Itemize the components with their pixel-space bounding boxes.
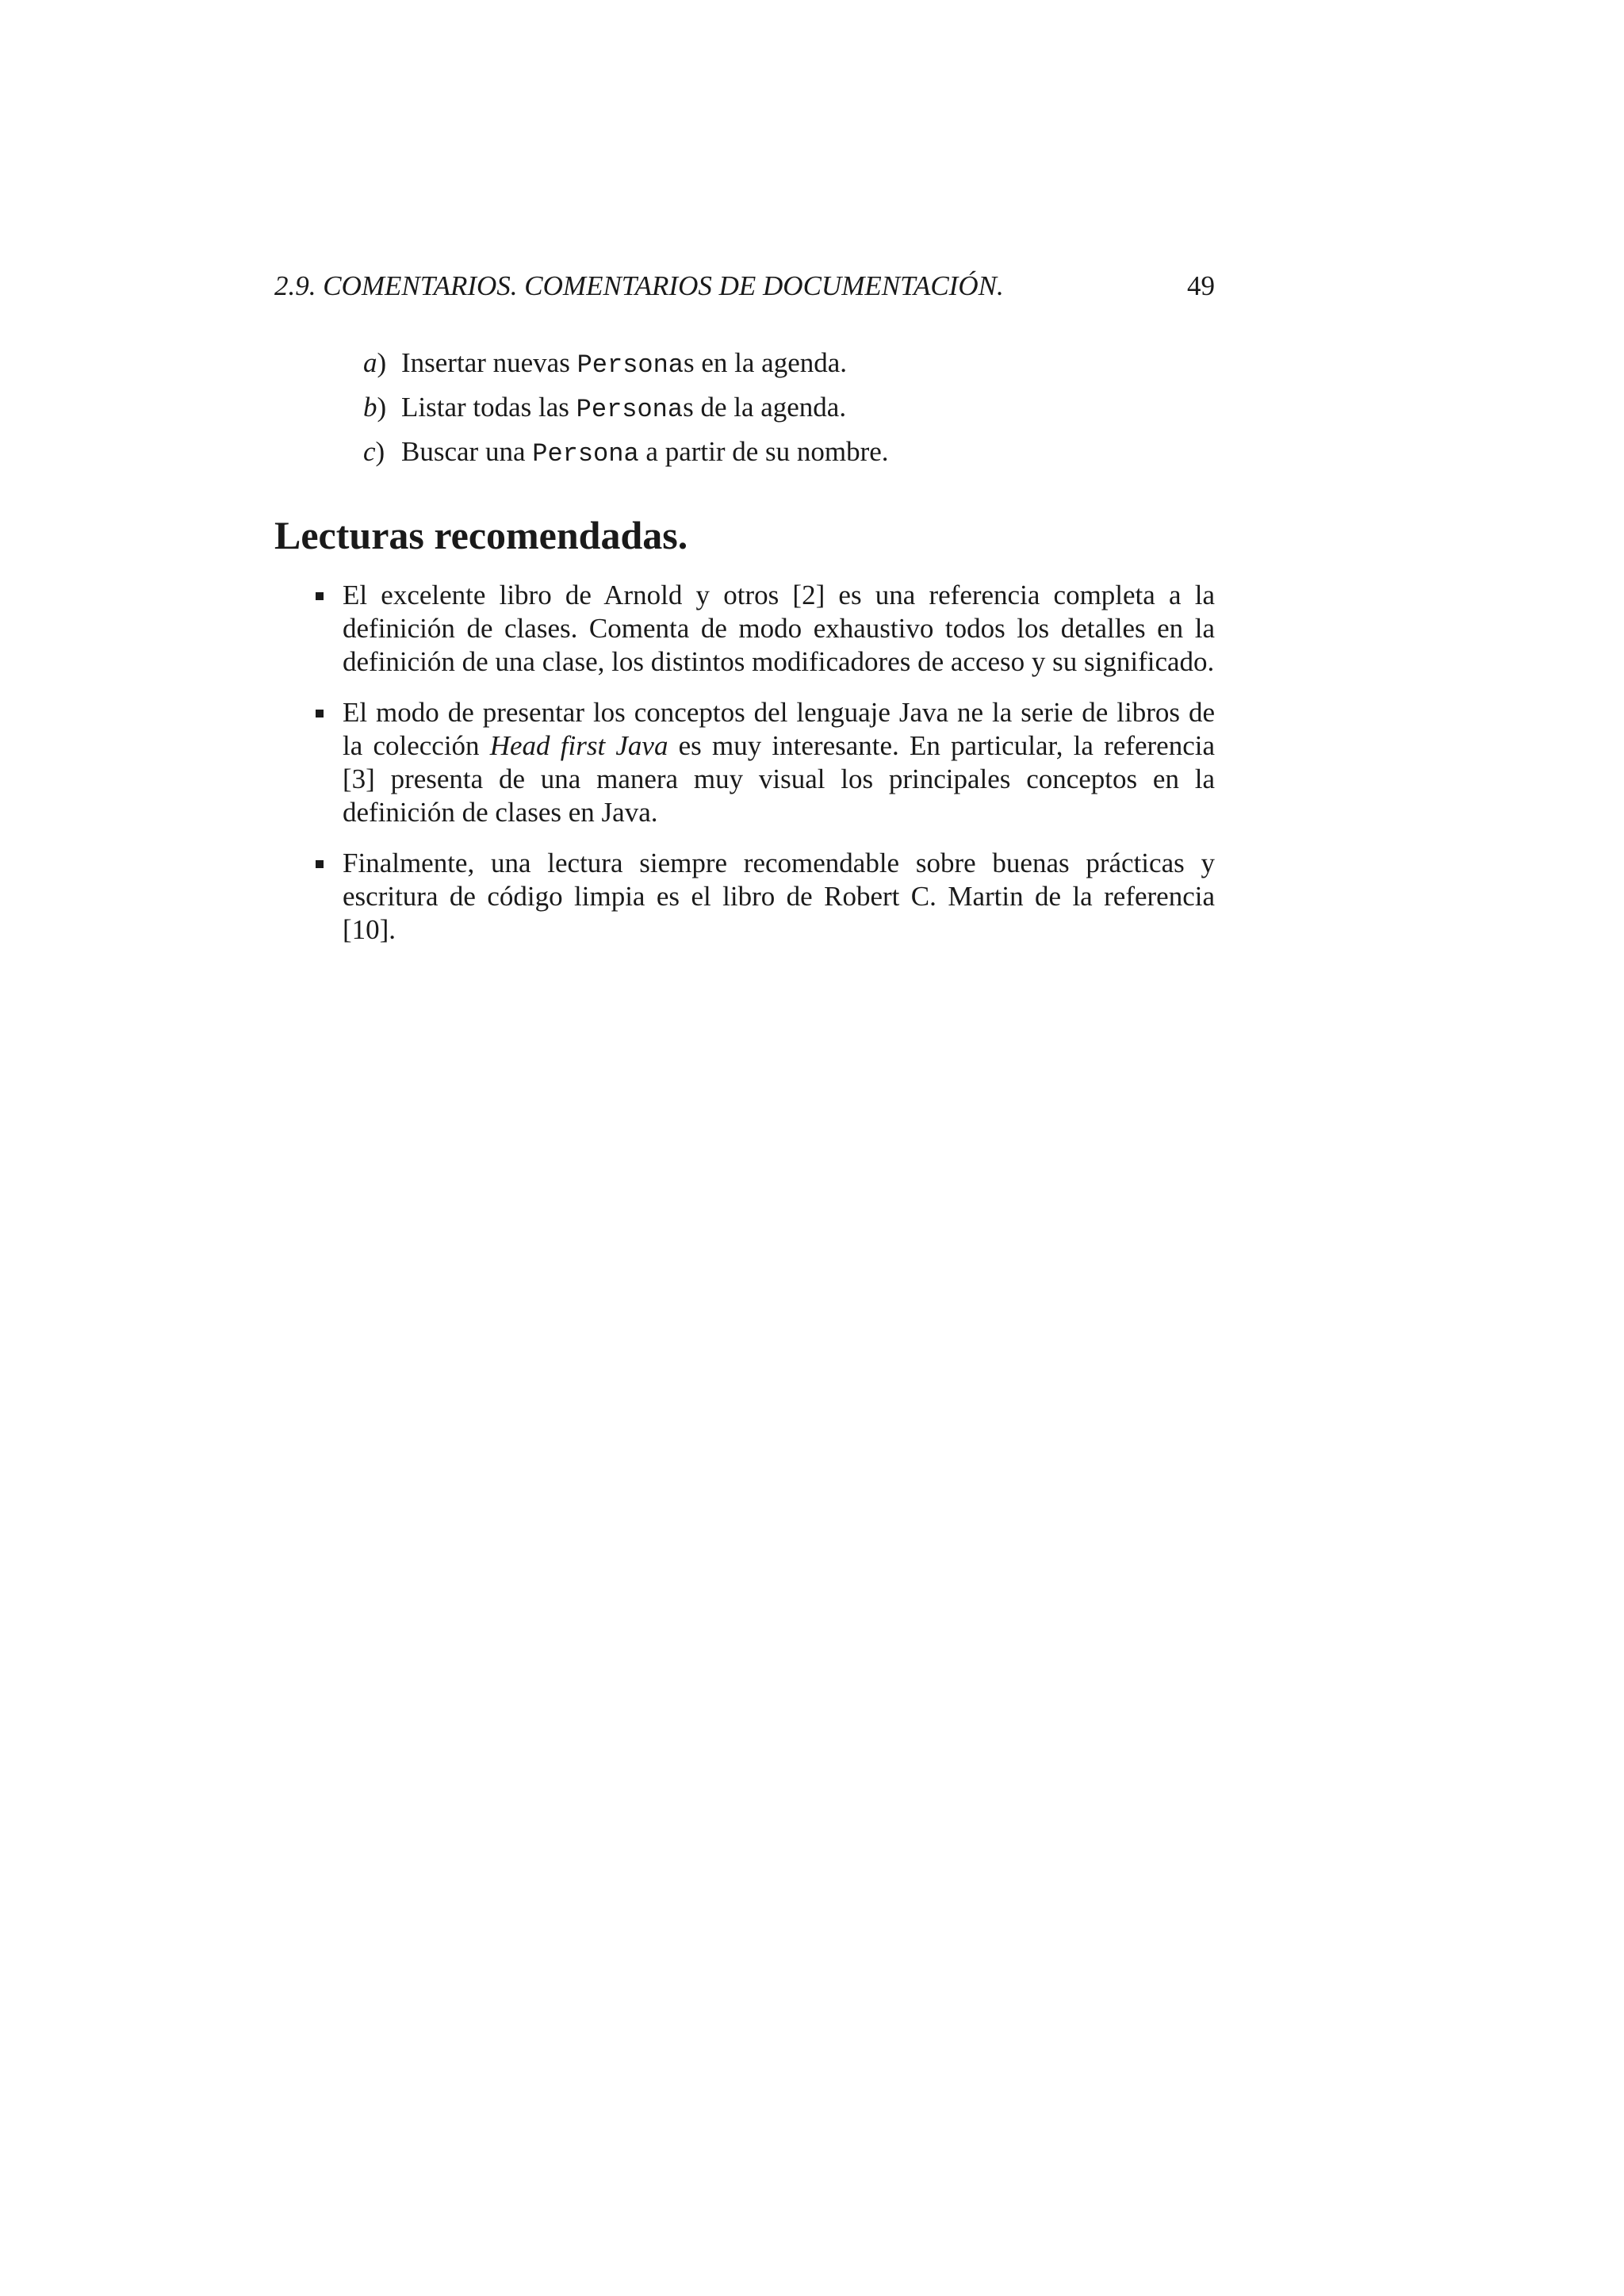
square-bullet-icon <box>316 710 324 718</box>
list-marker: a) <box>363 347 387 378</box>
reading-item-text: Finalmente, una lectura siempre recomendable sobre buenas prácticas y escritura de código limpia es el libro de Robert C. Martin de la referencia [10]. <box>343 848 1215 945</box>
square-bullet-icon <box>316 592 324 600</box>
reading-item <box>274 847 1215 947</box>
code-term: Persona <box>576 395 684 424</box>
page-number: 49 <box>1187 270 1215 301</box>
list-marker: b) <box>363 392 387 423</box>
enumerated-list <box>274 341 1215 474</box>
reading-item <box>274 579 1215 679</box>
reading-item <box>274 696 1215 829</box>
running-header <box>274 266 1215 306</box>
square-bullet-icon <box>316 860 324 868</box>
reading-item-text: El excelente libro de Arnold y otros [2] es una referencia completa a la definición de clases. Comenta de modo exhaustivo todos los detalles en la definición de una clase, los distintos modificadores de acceso y su significado. <box>343 580 1215 677</box>
list-marker: c) <box>363 436 385 467</box>
list-item <box>274 341 1215 385</box>
list-item-text: Buscar una Persona a partir de su nombre. <box>401 436 889 469</box>
book-title: Head first Java <box>489 730 668 761</box>
list-item-text: Insertar nuevas Personas en la agenda. <box>401 347 848 380</box>
reading-list <box>274 579 1215 964</box>
list-item <box>274 385 1215 430</box>
code-term: Persona <box>532 439 639 469</box>
section-heading: Lecturas recomendadas. <box>274 513 688 557</box>
code-term: Persona <box>576 350 684 380</box>
section-title: 2.9. COMENTARIOS. COMENTARIOS DE DOCUMENTACIÓN. <box>274 270 1004 301</box>
reading-item-text: El modo de presentar los conceptos del lenguaje Java ne la serie de libros de la colección Head first Java es muy interesante. En particular, la referencia [3] presenta de una manera muy visual los principales conceptos en la definición de clases en Java. <box>343 697 1215 828</box>
list-item-text: Listar todas las Personas de la agenda. <box>401 392 847 424</box>
list-item <box>274 430 1215 474</box>
